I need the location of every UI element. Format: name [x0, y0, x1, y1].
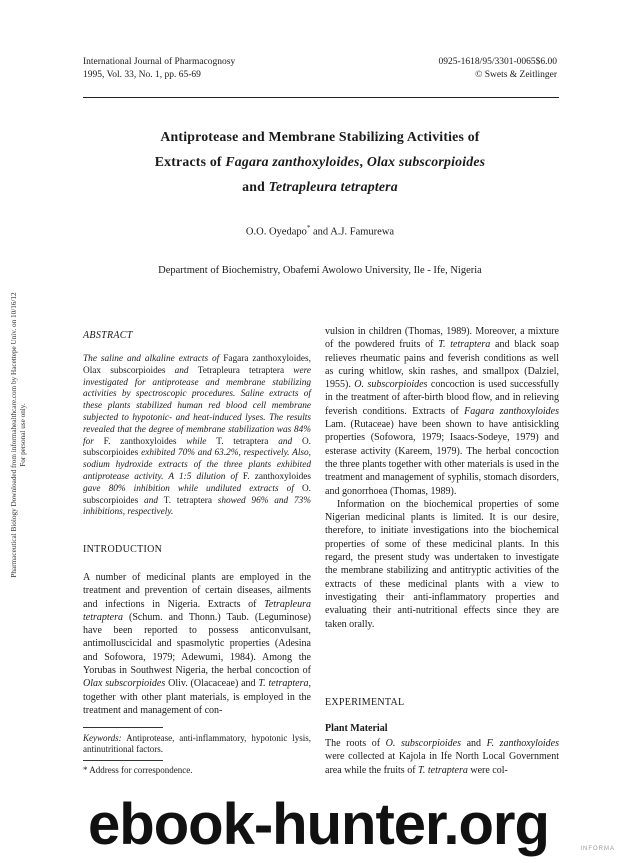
abstract-text: and — [278, 436, 302, 447]
keywords-label: Keywords: — [83, 733, 122, 743]
abstract-species: Tetrapleura tetraptera — [197, 365, 294, 376]
abstract-text: showed 96% and 73% inhibitions, respectively. — [83, 495, 311, 518]
title-text: , — [359, 154, 367, 169]
keywords-rule — [83, 727, 163, 728]
abstract-text: gave 80% inhibition while undiluted extracts of — [83, 483, 302, 494]
body-species: Fagara zanthoxyloides — [464, 405, 560, 417]
watermark-sub: INFORMA — [580, 846, 615, 852]
body-species: Olax subscorpioides — [83, 678, 169, 690]
body-text: were col- — [470, 764, 508, 776]
body-species: T. tetraptera — [438, 339, 496, 351]
title-line2 — [60, 149, 580, 174]
body-text: A number of medicinal plants are employed in the treatment and prevention of certain diseases, ailments and infections in Nigeria. Extracts of — [83, 572, 311, 610]
abstract-body — [83, 354, 311, 519]
plant-material-heading: Plant Material — [325, 723, 388, 734]
introduction-body — [83, 571, 311, 717]
journal-name: International Journal of Pharmacognosy — [83, 57, 236, 67]
author-1: O.O. Oyedapo — [245, 226, 307, 238]
issn: 0925-1618/95/3301-0065$6.00 — [438, 57, 557, 67]
title-species: Fagara zanthoxyloides — [225, 154, 360, 169]
abstract-species: Fagara zanthoxyloides, Olax subscorpioides — [83, 354, 312, 376]
header-rule — [83, 97, 559, 98]
body-text: The roots of — [325, 738, 386, 749]
title-species: Tetrapleura tetraptera — [268, 179, 398, 194]
right-column-body — [325, 325, 559, 631]
body-species: T. tetraptera — [418, 764, 471, 776]
download-notice — [0, 255, 38, 615]
authors — [60, 224, 580, 238]
abstract-species: O. subscorpioides — [83, 483, 311, 506]
abstract-species: T. tetraptera — [216, 436, 279, 447]
body-text: and — [466, 738, 487, 749]
footnote: * Address for correspondence. — [83, 765, 193, 775]
abstract-species: F. zanthoxyloides — [103, 436, 187, 447]
affiliation: Department of Biochemistry, Obafemi Awolowo University, Ile - Ife, Nigeria — [158, 265, 482, 276]
keywords-text: Antiprotease, anti-inflammatory, hypotonic lysis, antinutritional factors. — [83, 733, 311, 755]
body-text: were collected at Kajola in Ife North Local Government area while the fruits of — [325, 751, 559, 776]
title-line1: Antiprotease and Membrane Stabilizing Activities of — [160, 129, 480, 144]
publisher-info — [439, 56, 557, 81]
title-text: Extracts of — [154, 154, 226, 169]
abstract-text: The saline and alkaline extracts of — [83, 354, 224, 364]
correspondence-mark: * — [306, 224, 311, 232]
abstract-species: F. zanthoxyloides — [242, 471, 311, 482]
body-text: Oliv. (Olacaceae) and — [168, 678, 259, 690]
body-species: O. subscorpioides — [385, 738, 467, 749]
body-text: concoction is used successfully in the treatment of after-birth blood flow, and in relieving feverish conditions. Extracts of — [325, 379, 559, 417]
abstract-heading: ABSTRACT — [83, 330, 133, 341]
abstract-text: exhibited 70% and 63.2%, respectively. Also, sodium hydroxide extracts of the three plants exhibited antiprotease activity. A 1:5 dilution of — [83, 448, 311, 482]
plant-material-body — [325, 737, 559, 777]
author-2: and A.J. Famurewa — [310, 226, 395, 238]
body-species: O. subscorpioides — [354, 379, 431, 391]
body-text: Lam. (Rutaceae) have been shown to have antisickling properties (Sofowora, 1979; Isaacs-Sodeye, 1979) and esterase activity (Kareem, 1979). The herbal concoction the three plants together with other materials is used in the treatment and management of syphilis, stomach disorders, and gonorrhoea (Thomas, 1989). — [325, 419, 559, 497]
experimental-heading: EXPERIMENTAL — [325, 697, 405, 708]
right-paragraph-2: Information on the biochemical properties of some Nigerian medicinal plants is limited. It is our desire, therefore, to initiate investigations into the biochemical properties of some of these medicinal plants. In this regard, the present study was undertaken to investigate the membrane stabilizing and antitryptic activities of the extracts of these medicinal plants with a view to investigating their anti-inflammatory properties and evaluating their anti-nutritional effects since they are taken orally. — [325, 498, 559, 630]
body-species: T. tetraptera — [258, 678, 309, 690]
title-text: and — [242, 179, 269, 194]
body-text: vulsion in children (Thomas, 1989). Moreover, a mixture of the powdered fruits of — [325, 326, 559, 351]
introduction-paragraph — [83, 571, 311, 717]
download-notice-line2: For personal use only. — [19, 403, 27, 467]
journal-info — [83, 56, 235, 81]
abstract-text: were investigated for antiprotease and membrane stabilizing activities by spectroscopic procedures. Saline extracts of these plants stabilized human red blood cell membrane subjected to hypotonic- and heat-induced lyses. The results revealed that the degree of membrane stabilization was 84% for — [83, 365, 311, 447]
keywords — [83, 733, 311, 756]
title-line3 — [60, 174, 580, 199]
body-text: and black soap relieves rheumatic pains and feverish conditions as well as curing whitlow, skin rashes, and smallpox (Dalziel, 1955). — [325, 339, 559, 391]
body-text: (Schum. and Thonn.) Taub. (Leguminose) have been reported to possess anticonvulsant, antimolluscicidal and spasmolytic properties (Adesina and Sofowora, 1979; Adewumi, 1984). Among the Yorubas in Southwest Nigeria, the herbal concoction of — [83, 611, 311, 677]
download-notice-line1: Pharmaceutical Biology Downloaded from informahealthcare.com by Hacettepe Univ. on 10/16/12 — [10, 292, 18, 578]
footnote-rule — [83, 760, 163, 761]
article-title — [60, 124, 580, 199]
introduction-heading: INTRODUCTION — [83, 544, 163, 555]
watermark: ebook-hunter.org — [88, 792, 549, 857]
abstract-species: O. subscorpioides — [83, 436, 311, 459]
title-species: Olax subscorpioides — [366, 154, 486, 169]
abstract-text: and — [174, 365, 198, 376]
right-paragraph-1 — [325, 325, 559, 498]
body-species: F. zanthoxyloides — [486, 738, 559, 749]
publisher: © Swets & Zeitlinger — [475, 69, 557, 80]
abstract-text: while — [186, 436, 217, 447]
abstract-species: T. tetraptera — [163, 495, 218, 506]
body-text: , together with other plant materials, is employed in the treatment and management of con- — [83, 678, 311, 716]
body-species: Tetrapleura tetraptera — [83, 598, 311, 623]
abstract-text: and — [144, 495, 164, 506]
journal-volume: 1995, Vol. 33, No. 1, pp. 65-69 — [83, 69, 201, 80]
